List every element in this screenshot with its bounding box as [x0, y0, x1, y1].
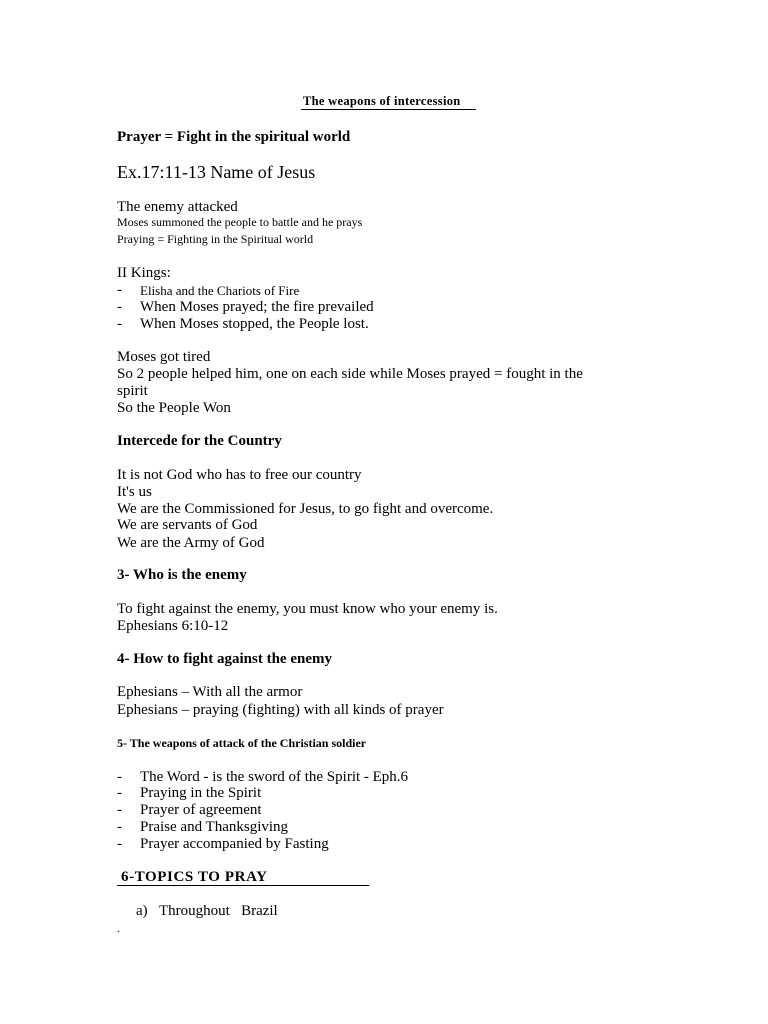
- list-item: Elisha and the Chariots of Fire: [140, 283, 300, 298]
- heading-prayer: Prayer = Fight in the spiritual world: [117, 129, 351, 145]
- moses-summoned-line: Moses summoned the people to battle and he prays: [117, 215, 363, 229]
- title-underline: [301, 109, 476, 110]
- heading-ex-17: Ex.17:11-13 Name of Jesus: [117, 162, 316, 182]
- list-item: Praying in the Spirit: [140, 785, 262, 801]
- heading-weapons-of-attack: 5- The weapons of attack of the Christian soldier: [117, 736, 367, 750]
- ephesians-ref-line: Ephesians 6:10-12: [117, 618, 229, 634]
- intercede-line: We are the Commissioned for Jesus, to go fight and overcome.: [117, 501, 494, 517]
- heading-how-to-fight: 4- How to fight against the enemy: [117, 651, 332, 667]
- list-dash: -: [117, 836, 122, 852]
- trailing-dot: .: [117, 921, 120, 935]
- moses-tired-line: Moses got tired: [117, 349, 211, 365]
- list-dash: -: [117, 785, 122, 801]
- list-dash: -: [117, 802, 122, 818]
- spirit-line: spirit: [117, 383, 148, 399]
- list-dash: -: [117, 819, 122, 835]
- document-title: The weapons of intercession: [303, 94, 461, 108]
- enemy-attacked-line: The enemy attacked: [117, 199, 238, 215]
- intercede-line: We are servants of God: [117, 517, 258, 533]
- ephesians-prayer-line: Ephesians – praying (fighting) with all kinds of prayer: [117, 702, 444, 718]
- list-item: When Moses prayed; the fire prevailed: [140, 299, 374, 315]
- list-dash: -: [117, 316, 122, 332]
- topics-underline: [117, 885, 369, 886]
- list-dash: -: [117, 282, 122, 298]
- list-dash: -: [117, 299, 122, 315]
- people-won-line: So the People Won: [117, 400, 231, 416]
- ii-kings-label: II Kings:: [117, 265, 171, 281]
- two-people-line: So 2 people helped him, one on each side while Moses prayed = fought in the: [117, 366, 583, 382]
- ephesians-armor-line: Ephesians – With all the armor: [117, 684, 303, 700]
- heading-who-is-enemy: 3- Who is the enemy: [117, 567, 247, 583]
- topic-item: Throughout Brazil: [159, 903, 278, 919]
- praying-fighting-line: Praying = Fighting in the Spiritual world: [117, 232, 314, 246]
- list-dash: -: [117, 769, 122, 785]
- topic-marker: a): [136, 903, 148, 919]
- list-item: The Word - is the sword of the Spirit - Eph.6: [140, 769, 409, 785]
- intercede-line: We are the Army of God: [117, 535, 265, 551]
- list-item: Praise and Thanksgiving: [140, 819, 289, 835]
- list-item: Prayer of agreement: [140, 802, 262, 818]
- list-item: When Moses stopped, the People lost.: [140, 316, 369, 332]
- intercede-line: It is not God who has to free our country: [117, 467, 362, 483]
- enemy-line: To fight against the enemy, you must know who your enemy is.: [117, 601, 498, 617]
- intercede-line: It's us: [117, 484, 152, 500]
- list-item: Prayer accompanied by Fasting: [140, 836, 329, 852]
- heading-intercede: Intercede for the Country: [117, 433, 282, 449]
- heading-topics-to-pray: 6-TOPICS TO PRAY: [121, 869, 268, 885]
